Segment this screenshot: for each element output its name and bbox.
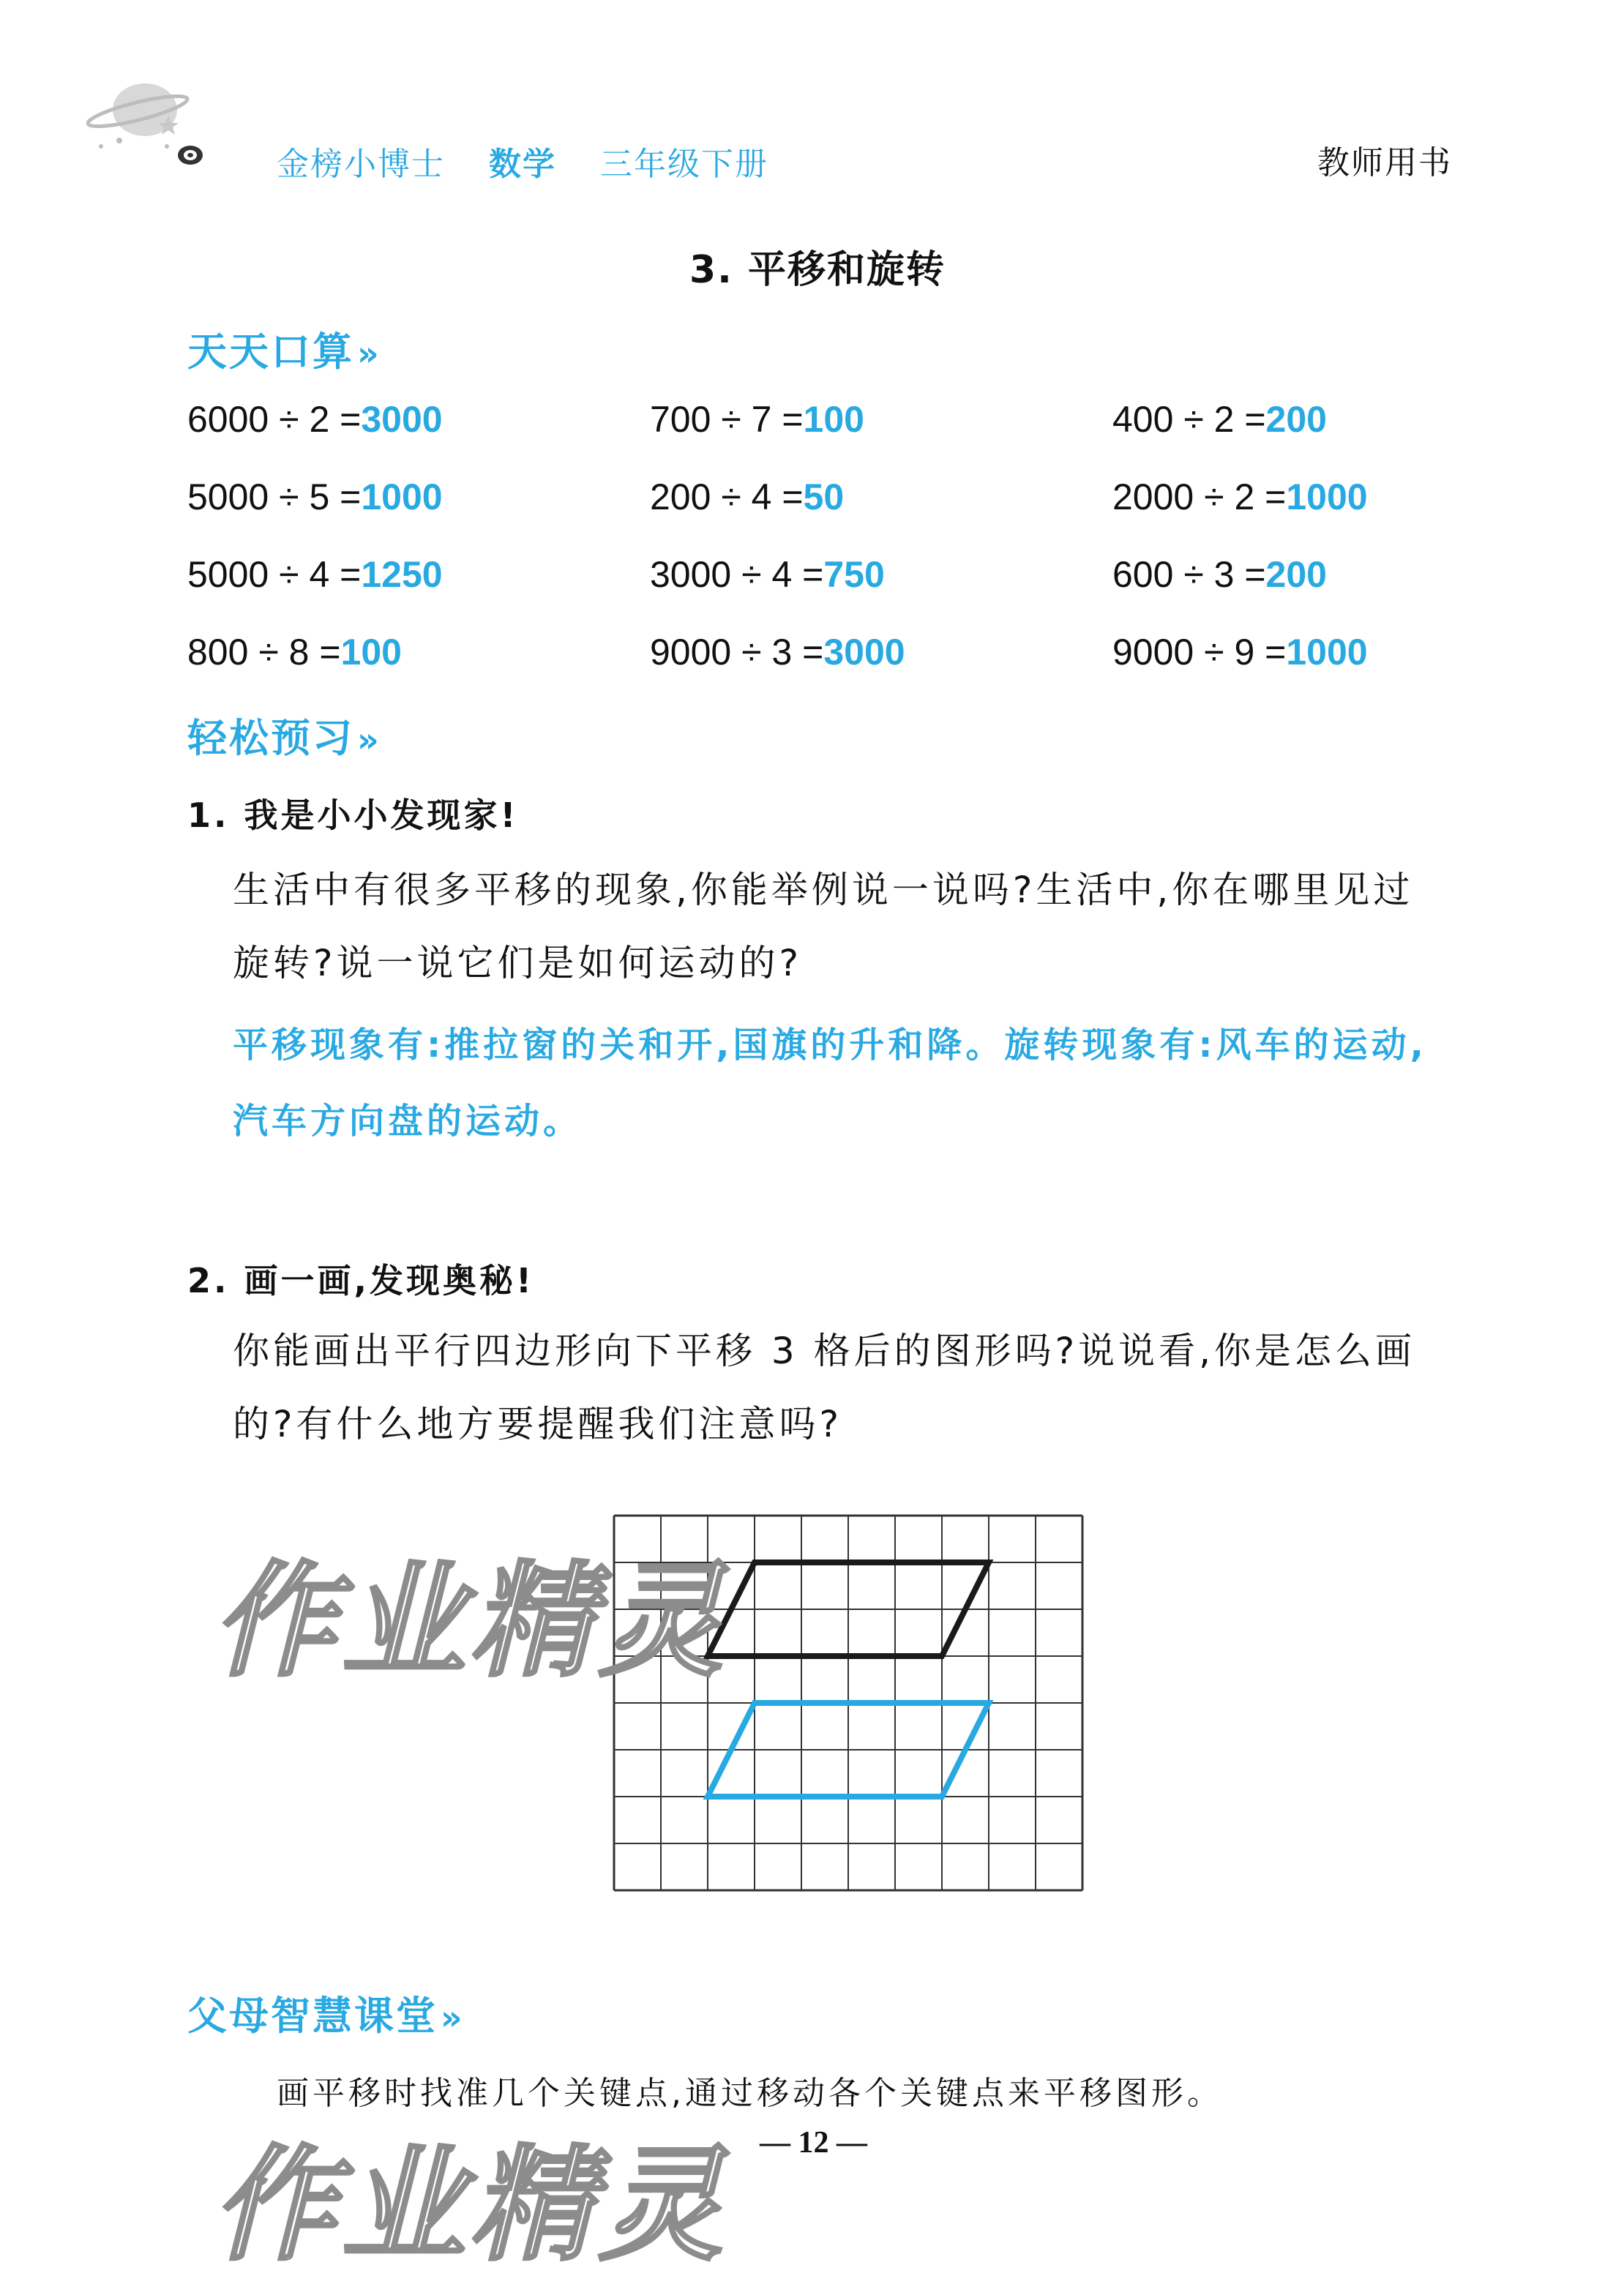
calc-answer: 200 bbox=[1265, 554, 1327, 595]
planet-logo-icon bbox=[86, 73, 203, 168]
calc-answer: 750 bbox=[823, 554, 885, 595]
section-title: 天天口算 bbox=[187, 329, 354, 375]
publisher-logo bbox=[86, 73, 203, 168]
calc-item: 5000 ÷ 4 =1250 bbox=[187, 554, 443, 595]
calc-answer: 3000 bbox=[823, 632, 905, 673]
calc-item: 600 ÷ 3 =200 bbox=[1112, 554, 1327, 595]
question-1-answer: 平移现象有:推拉窗的关和开,国旗的升和降。旋转现象有:风车的运动,汽车方向盘的运动。 bbox=[233, 1025, 1427, 1142]
calc-answer: 1000 bbox=[1286, 476, 1368, 517]
section-title: 轻松预习 bbox=[187, 715, 354, 761]
calc-answer: 50 bbox=[803, 476, 845, 517]
double-chevron-icon: » bbox=[357, 720, 381, 760]
subject-name: 数学 bbox=[489, 146, 556, 183]
calc-answer: 200 bbox=[1265, 399, 1327, 440]
calc-item: 5000 ÷ 5 =1000 bbox=[187, 476, 443, 517]
calc-answer: 1000 bbox=[1286, 632, 1368, 673]
calc-item: 9000 ÷ 9 =1000 bbox=[1112, 632, 1368, 673]
calc-answer: 3000 bbox=[361, 399, 443, 440]
edition-label: 教师用书 bbox=[1317, 144, 1452, 181]
calc-answer: 1000 bbox=[361, 476, 443, 517]
section-mental-math bbox=[187, 321, 381, 377]
watermark: 作业精灵 bbox=[212, 1549, 728, 1694]
question-1-text: 生活中有很多平移的现象,你能举例说一说吗?生活中,你在哪里见过旋转?说一说它们是如何运动的? bbox=[233, 869, 1414, 984]
section-parents bbox=[187, 1985, 465, 2041]
grade-name: 三年级下册 bbox=[600, 146, 768, 183]
calc-answer: 1250 bbox=[361, 554, 443, 595]
calc-item: 3000 ÷ 4 =750 bbox=[650, 554, 885, 595]
page-number: — 12 — bbox=[760, 2126, 867, 2160]
section-preview bbox=[187, 707, 381, 763]
section-title: 父母智慧课堂 bbox=[187, 1993, 438, 2039]
calc-item: 700 ÷ 7 =100 bbox=[650, 399, 864, 440]
calc-item: 400 ÷ 2 =200 bbox=[1112, 399, 1327, 440]
calc-answer: 100 bbox=[340, 632, 402, 673]
calc-item: 9000 ÷ 3 =3000 bbox=[650, 632, 905, 673]
double-chevron-icon: » bbox=[441, 1998, 465, 2037]
calc-item: 200 ÷ 4 =50 bbox=[650, 476, 845, 517]
question-2-heading: 2. 画一画,发现奥秘! bbox=[187, 1261, 534, 1300]
question-1-heading: 1. 我是小小发现家! bbox=[187, 795, 519, 835]
calc-item: 6000 ÷ 2 =3000 bbox=[187, 399, 443, 440]
question-2-text: 你能画出平行四边形向下平移 3 格后的图形吗?说说看,你是怎么画的?有什么地方要提醒我们注意吗? bbox=[233, 1330, 1416, 1445]
calc-item: 2000 ÷ 2 =1000 bbox=[1112, 476, 1368, 517]
double-chevron-icon: » bbox=[357, 334, 381, 373]
calc-item: 800 ÷ 8 =100 bbox=[187, 632, 402, 673]
brand-name: 金榜小博士 bbox=[277, 146, 445, 183]
parent-tip-text: 画平移时找准几个关键点,通过移动各个关键点来平移图形。 bbox=[277, 2075, 1223, 2112]
page-title: 3. 平移和旋转 bbox=[689, 248, 946, 292]
watermark: 作业精灵 bbox=[212, 2133, 728, 2278]
calc-answer: 100 bbox=[803, 399, 864, 440]
